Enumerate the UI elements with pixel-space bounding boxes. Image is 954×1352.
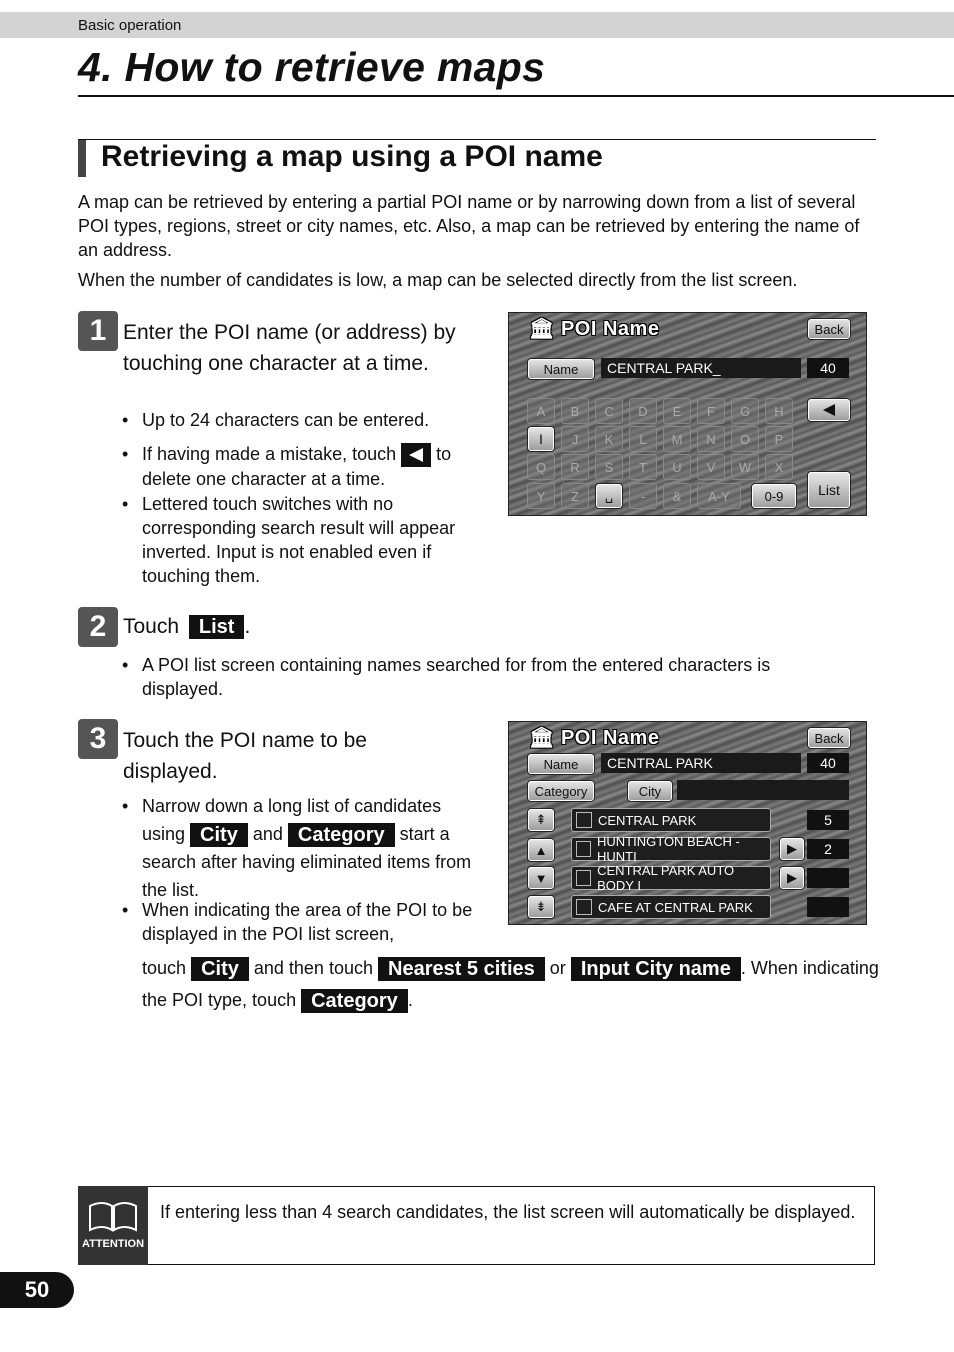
screen-title: 🏛 POI Name [529,318,660,340]
scroll-down-button[interactable] [527,866,555,890]
list-item[interactable]: CENTRAL PARK [571,808,771,832]
double-up-icon: ⇞ [535,812,547,827]
play-icon: ▶ [787,841,797,856]
list-tag: List [189,615,245,639]
input-city-name-tag: Input City name [571,957,741,981]
key-y[interactable]: Y [527,483,555,509]
down-arrow-icon: ▼ [534,870,548,886]
chapter-rule [78,95,954,97]
key-d[interactable]: D [629,398,657,424]
scroll-up-button[interactable] [527,838,555,862]
back-arrow-icon [401,443,431,467]
left-arrow-icon [823,404,835,416]
key-hyphen[interactable]: - [629,483,657,509]
page-number: 50 [0,1272,74,1308]
step-3-text: Touch the POI name to be displayed. [123,729,367,783]
intro-paragraph-2: When the number of candidates is low, a map can be selected directly from the list screen. [78,270,798,290]
intro-paragraph-1: A map can be retrieved by entering a partial POI name or by narrowing down from a list of several POI types, regions, street or city names, etc. Also, a map can be retrieved by entering the name of an address. [78,192,860,260]
name-button[interactable]: Name [527,358,595,380]
row-count [807,897,849,917]
key-v[interactable]: V [697,454,725,480]
poi-icon [576,812,592,828]
key-u[interactable]: U [663,454,691,480]
section-title: Retrieving a map using a POI name [101,140,603,173]
attention-box [78,1186,875,1265]
back-button[interactable]: Back [807,727,851,749]
up-arrow-icon: ▲ [534,842,548,858]
category-tag: Category [288,823,395,847]
step-3-bullet-2-part-1: • When indicating the area of the POI to be displayed in the POI list screen, [122,900,473,944]
nearest-5-cities-tag: Nearest 5 cities [378,957,545,981]
step-1-bullet-1: • Up to 24 characters can be entered. [122,410,430,430]
section-marker [78,140,86,177]
category-button[interactable]: Category [527,780,595,802]
city-tag: City [190,823,248,847]
key-q[interactable]: Q [527,454,555,480]
expand-button[interactable] [779,866,805,890]
step-2-text: Touch List . [123,615,251,639]
step-1-bullet-3: • Lettered touch switches with no corresponding search result will appear inverted. Input is not enabled even if touching them. [122,494,456,586]
step-1-number: 1 [78,311,118,351]
poi-icon [576,841,591,857]
step-1-bullet-2: • If having made a mistake, touch to delete one character at a time. [122,444,452,490]
screen-title-2: 🏛 POI Name [529,727,660,749]
step-1-text: Enter the POI name (or address) by touching one character at a time. [123,321,456,375]
key-z[interactable]: Z [561,483,589,509]
candidate-count: 40 [807,753,849,773]
key-a[interactable]: A [527,398,555,424]
step-2-number: 2 [78,607,118,647]
attention-text: If entering less than 4 search candidates, the list screen will automatically be displayed. [160,1202,856,1222]
attention-label: ATTENTION [81,1238,145,1250]
page-down-button[interactable] [527,895,555,919]
poi-name-input-screen [508,312,867,516]
name-button[interactable]: Name [527,753,595,775]
key-space[interactable]: ␣ [595,483,623,509]
key-0-9[interactable]: 0-9 [751,483,797,509]
key-g[interactable]: G [731,398,759,424]
step-2-bullet-1: • A POI list screen containing names searched for from the entered characters is displayed. [122,655,771,699]
key-p[interactable]: P [765,426,793,452]
poi-list-screen [508,721,867,925]
list-item[interactable]: HUNTINGTON BEACH - HUNTI [571,837,771,861]
key-a-y[interactable]: A-Y [697,483,741,509]
row-count: 5 [807,810,849,830]
candidate-count: 40 [807,358,849,378]
play-icon: ▶ [787,870,797,885]
key-ampersand[interactable]: & [663,483,691,509]
name-input[interactable]: CENTRAL PARK_ [601,358,801,378]
building-icon: 🏛 [529,727,555,749]
key-t[interactable]: T [629,454,657,480]
key-c[interactable]: C [595,398,623,424]
double-down-icon: ⇟ [535,899,547,914]
expand-button[interactable] [779,837,805,861]
attention-icon-panel [78,1186,148,1265]
step-3-bullet-2-part-2: touch City and then touch Nearest 5 cities or Input City name . When indicating the POI type, touch Category . [142,958,879,1013]
building-icon: 🏛 [529,318,555,340]
city-field [677,780,849,800]
back-button[interactable]: Back [807,318,851,340]
key-j[interactable]: J [561,426,589,452]
step-3-bullet-1: • Narrow down a long list of candidates using City and Category start a search after having eliminated items from the list. [122,796,472,900]
key-r[interactable]: R [561,454,589,480]
city-button[interactable]: City [627,780,673,802]
row-count: 2 [807,839,849,859]
delete-button[interactable] [807,398,851,422]
chapter-title: 4. How to retrieve maps [78,44,546,90]
name-input[interactable]: CENTRAL PARK [601,753,801,773]
key-k[interactable]: K [595,426,623,452]
list-button[interactable]: List [807,471,851,509]
city-tag-2: City [191,957,249,981]
section-label: Basic operation [78,17,182,34]
list-item[interactable]: CENTRAL PARK AUTO BODY I [571,866,771,890]
key-m[interactable]: M [663,426,691,452]
key-h[interactable]: H [765,398,793,424]
list-item[interactable]: CAFE AT CENTRAL PARK [571,895,771,919]
book-icon [78,1186,148,1236]
key-l[interactable]: L [629,426,657,452]
key-o[interactable]: O [731,426,759,452]
key-w[interactable]: W [731,454,759,480]
key-n[interactable]: N [697,426,725,452]
poi-icon [576,870,591,886]
key-f[interactable]: F [697,398,725,424]
category-tag-2: Category [301,989,408,1013]
key-x[interactable]: X [765,454,793,480]
page-up-button[interactable] [527,808,555,832]
step-3-number: 3 [78,719,118,759]
key-i[interactable]: I [527,426,555,452]
key-b[interactable]: B [561,398,589,424]
poi-icon [576,899,592,915]
key-s[interactable]: S [595,454,623,480]
row-count [807,868,849,888]
key-e[interactable]: E [663,398,691,424]
